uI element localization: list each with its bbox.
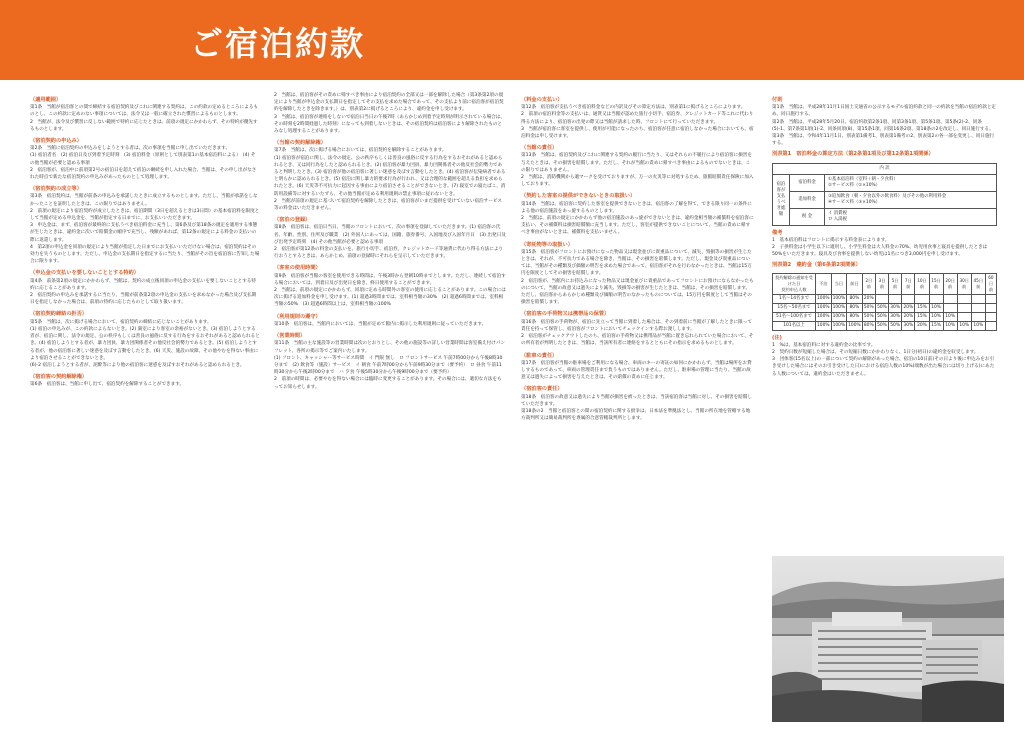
table2-cell (971, 303, 985, 312)
table2-cell: 30% (889, 303, 902, 312)
table2-col-header: 2日前 (862, 273, 875, 294)
article-paragraph: 第11条 当館の主な施設等の営業時間は次のとおりとし、その他の施設等の詳しい営業時間は客室備え付けパンフレット、各所の掲示等でご案内いたします。 (274, 341, 505, 354)
article-paragraph: 第15条 宿泊客がフロントにお預けになった物品又は現金並びに貴重品について、滅失、毀損等の損害が生じたときは、それが、不可抗力である場合を除き、当館は、その損害を賠償します。ただし、現金及び貴重品については、当館がその種類及び価額の明告を求めた場合であって、宿泊客がそれを行わなかったときは、当館は15万円を限度としてその損害を賠償します。 (521, 249, 752, 277)
section-heading: （契約した客室の提供ができないときの取扱い） (521, 193, 636, 200)
article-paragraph: 第5条 当館は、次に掲げる場合において、宿泊契約の締結に応じないことがあります。 (30, 319, 212, 325)
notes2-title: (注) (772, 334, 782, 341)
table2-cell: 80% (847, 312, 863, 321)
table2-cell (902, 294, 915, 303)
article-paragraph: 第10条 宿泊客は、当館内においては、当館が定めて館内に掲示した利用規則に従っていただきます。 (274, 321, 487, 327)
table2-row (773, 294, 997, 303)
section-heading: （宿泊契約の成立等） (30, 186, 82, 193)
notes2-item: 1 %は、基本宿泊料に対する違約金の比率です。 (772, 342, 876, 348)
terms-column-2 (274, 92, 506, 722)
table1-items (825, 208, 997, 225)
section-heading: （寄託物等の取扱い） (521, 241, 573, 248)
terms-column-3 (521, 92, 754, 722)
table2-cell: 30% (889, 312, 902, 321)
article-paragraph: 第3条 当館は、令和4年11月1日、別表第1備考1、別表第1備考の2、別表第2の各一部を変更し、同日施行する。 (772, 134, 995, 147)
table2-cell (971, 294, 985, 303)
section-heading: （営業時間） (274, 333, 306, 340)
table2-cell: 80% (862, 321, 875, 330)
table2-cell: 50% (875, 321, 888, 330)
table2-cell: 10% (971, 321, 985, 330)
table2-cell (915, 294, 929, 303)
article-paragraph: 第4条 前条第2項の規定にかかわらず、当館は、契約の成立後同項の申込金の支払いを要しないこととする特約に応じることがあります。 (30, 278, 256, 291)
table2-row-label: 51名～100名まで (773, 312, 816, 321)
section-heading: （当館の契約解除権） (274, 140, 326, 147)
table2-cell: 50% (862, 303, 875, 312)
article-paragraph: (1) 宿泊の申込みが、この約款によらないとき。(2) 満室により客室の余裕がないとき。(3) 宿泊しようとする者が、宿泊に関し、法令の規定、公の秩序もしくは善良の風俗に反する行為をするおそれがあると認められるとき。(4) 宿泊しようとする者が、暴力団員、暴力団関係者その他反社会的勢力であるとき。(5) 宿泊しようとする者が、他の宿泊客に著しい迷惑を及ぼす言動をしたとき。(6) 天災、施設の故障、その他やむを得ない事由により宿泊させることができないとき。 (30, 326, 260, 361)
fee-calculation-table (772, 163, 997, 226)
article-paragraph: 2 前項の宿泊料金等の支払いは、通貨又は当館が認めた旅行小切手、宿泊券、クレジットカード等これに代わり得る方法により、宿泊客の出発の際又は当館が請求した時、フロントにて行っていただきます。 (521, 112, 754, 125)
table1-items (825, 174, 997, 191)
article-paragraph: (6)-2 宿泊しようとする者が、泥酔等により他の宿泊客に迷惑を及ぼすおそれがあると認められるとき。 (30, 362, 245, 368)
section-heading: 付則 (772, 97, 783, 103)
hotel-photo-image (772, 556, 1004, 722)
table2-cell (943, 294, 957, 303)
table2-cell: 15% (929, 321, 943, 330)
table1-heading: 別表第1 宿泊料金の算定方法（第2条第1項及び第12条第1項関係） (772, 151, 934, 158)
table1-side-label: 宿泊客が支払うべき総額 (773, 174, 790, 225)
table2-unit-label: 契約申込人数 (781, 286, 807, 292)
table2-col-header: 前日 (847, 273, 863, 294)
cancellation-fee-table (772, 273, 997, 331)
article-paragraph: (1) フロント、キャッシャー等サービス時間 イ 門限 無し ロ フロントサービス 午前7時00分から午後8時30分まで (2) 飲食等（施設）サービス イ 朝食 午前7時00分から午前9時30分まで（要予約） ロ 昼食 午前11時30分から午後2時00分まで ハ 夕食 午後5時30分から午後9時00分まで（要予約） (274, 355, 503, 376)
table2-cell (889, 294, 902, 303)
article-paragraph: 2 前項の規定により宿泊契約が成立したときは、宿泊期間（3日を超えるときは3日間）の基本宿泊料を限度として当館が定める申込金を、当館が指定する日までに、お支払いいただきます。 (30, 208, 260, 222)
section-heading: （宿泊契約の申込み） (30, 138, 82, 145)
section-heading: （宿泊客の契約解除権） (30, 374, 88, 381)
table2-cell: 10% (943, 312, 957, 321)
table2-heading: 別表第2 違約金（第6条第2項関係） (772, 262, 861, 269)
table2-cell: 30% (902, 321, 915, 330)
table2-col-header: 5日前 (889, 273, 902, 294)
table2-cell (929, 294, 943, 303)
article-paragraph: 第7条 当館は、次に掲げる場合においては、宿泊契約を解除することがあります。 (274, 148, 447, 154)
table2-col-header: 不泊 (816, 273, 832, 294)
article-paragraph: 2 宿泊客が、宿泊中に前項第2号の宿泊日を超えて宿泊の継続を申し入れた場合、当館は、その申し出がなされた時点で新たな宿泊契約の申込みがあったものとして処理します。 (30, 167, 257, 181)
notes1-item: 2 子供料金は小学生以下に適用し、小学生料金は大人料金の70%、幼児用食事と寝具を提供したときは50%をいただきます。寝具及び食事を提供しない幼児は1名につき3,000円を申し受けます。 (772, 245, 988, 258)
article-paragraph: 第9条 宿泊客が当館の客室を使用できる時間は、午後3時から翌朝10時までとします。ただし、連続して宿泊する場合においては、到着日及び出発日を除き、終日使用することができます。 (274, 273, 506, 286)
table2-cell (957, 294, 971, 303)
table2-row (773, 303, 997, 312)
table2-col-header: 7日前 (902, 273, 915, 294)
section-heading: （申込金の支払いを要しないこととする特約） (30, 270, 139, 277)
article-paragraph: (1) 宿泊者名 (2) 宿泊日及び到着予定時刻 (3) 宿泊料金（原則として別表第1の基本宿泊料による） (4) その他当館が必要と認める事項 (30, 153, 256, 166)
section-heading: （利用規則の遵守） (274, 313, 321, 320)
table2-cell: 50% (875, 303, 888, 312)
table1-group: 追加料金 (790, 191, 825, 208)
article-paragraph: 2 宿泊客がチェックアウトしたのち、宿泊客の手荷物又は携帯品が当館に置き忘れられていた場合において、その所有者が判明したときは、当館は、当該所有者に連絡をするとともにその指示を求めるものとします。 (521, 334, 754, 347)
article-paragraph: 2 当館は、前項の規定にかかわらず、同項に定める時間外の客室の使用に応じることがあります。この場合には次に掲げる追加料金を申し受けます。(1) 超過3時間までは、室料相当額の30% (2) 超過6時間までは、室料相当額の50% (3) 超過6時間以上は、室料相当額の100% (274, 288, 506, 308)
table2-cell: 20% (915, 321, 929, 330)
section-heading: （宿泊の登録） (274, 217, 311, 224)
table2-cell: 50% (889, 321, 902, 330)
table2-cell: 100% (847, 321, 863, 330)
table2-cell (985, 321, 996, 330)
table2-cell: 100% (816, 294, 832, 303)
table2-col-header: 30日前 (957, 273, 971, 294)
table1-item: ロ 入湯税 (828, 216, 847, 222)
article-paragraph: 第6条 宿泊客は、当館に申し出て、宿泊契約を解除することができます。 (30, 382, 185, 388)
table2-row-label: 101名以上 (773, 321, 816, 330)
table2-cell: 20% (902, 303, 915, 312)
section-heading: （適用範囲） (30, 97, 62, 103)
terms-column-1 (30, 92, 260, 722)
article-paragraph: 第1条 当館は、平成28年11月1日国土交通省の公示するモデル宿泊約款と同一の約款を当館の宿泊約款と定め、同日施行する。 (772, 105, 997, 118)
table2-cell (971, 312, 985, 321)
table2-cell: 10% (929, 312, 943, 321)
table2-cell: 100% (816, 321, 832, 330)
table1-item: イ 消費税 (828, 210, 847, 216)
table2-row-label: 15名～50名まで (773, 303, 816, 312)
table2-cell (957, 303, 971, 312)
table1-group: 宿泊料金 (790, 174, 825, 191)
section-heading: （料金の支払い） (521, 97, 563, 103)
table2-col-header: 60日前 (985, 273, 996, 294)
table2-col-header: 20日前 (943, 273, 957, 294)
table2-cell: 100% (816, 303, 832, 312)
article-paragraph: 第2条 当館に宿泊契約の申込みをしようとする者は、次の事項を当館に申し出ていただきます。 (30, 146, 231, 152)
notes2-item: 2 契約日数が短縮した場合は、その短縮日数にかかわりなく、1日分(初日)の違約金を収受します。 (772, 350, 979, 356)
article-paragraph: 第16条 宿泊客の手荷物が、宿泊に先立って当館に到着した場合は、その到着前に当館が了解したときに限って責任を持って保管し、宿泊客がフロントにおいてチェックインする際お渡しします。 (521, 319, 752, 332)
article-paragraph: 第18条 宿泊客の故意又は過失により当館が損害を被ったときは、当該宿泊客は当館に対し、その損害を賠償していただきます。 (521, 394, 752, 407)
article-paragraph: 2 当館が、法令及び慣習に反しない範囲で特約に応じたときは、前項の規定にかかわらず、その特約が優先するものとします。 (30, 119, 258, 132)
table2-cell: 10% (929, 303, 943, 312)
section-heading: （客室の使用時間） (274, 265, 321, 272)
table2-col-header: 15日前 (929, 273, 943, 294)
article-paragraph: 2 当館は、消防機関から適マークを受けておりますが、万一の火災等に対処するため、旅館賠償責任保険に加入しております。 (521, 175, 754, 188)
article-paragraph: 2 宿泊客が、当館内にお持込みになった物品又は現金並びに貴重品であってフロントにお預けにならなかったものについて、当館の故意又は過失により滅失、毀損等の損害が生じたときは、当館は、その損害を賠償します。ただし、宿泊客からあらかじめ種類及び価額の明告のなかったものについては、15万円を限度として当館はその損害を賠償します。 (521, 278, 754, 306)
section-heading: （駐車の責任） (521, 352, 558, 359)
table2-col-header: 3日前 (875, 273, 888, 294)
table2-col-header: 45日前 (971, 273, 985, 294)
article-paragraph: 3 当館は、宿泊客が連絡をしないで宿泊日当日の午後7時（あらかじめ到着予定時刻が明示されている場合は、その時刻を2時間経過した時刻）になっても到着しないときは、その宿泊契約は宿泊客により解除されたものとみなし処理することがあります。 (274, 114, 505, 135)
section-heading: （宿泊契約締結の拒否） (30, 311, 88, 318)
table2-cell (985, 303, 996, 312)
article-paragraph: 第1条 当館が宿泊客との間で締結する宿泊契約及びこれに関連する契約は、この約款の定めるところによるものとし、この約款に定めのない事項については、法令又は一般に確立された慣習によるものとします。 (30, 105, 259, 118)
table2-cell: 50% (875, 312, 888, 321)
table1-col-header: 内 訳 (773, 163, 997, 174)
table2-cell (957, 312, 971, 321)
table2-cell: 80% (847, 294, 863, 303)
table1-items (825, 191, 997, 208)
table2-col-header: 10日前 (915, 273, 929, 294)
table2-header-label-text: 契約解除の通知を受けた日 (775, 274, 813, 286)
section-heading: （宿泊客の手荷物又は携帯品の保管） (521, 311, 610, 318)
article-paragraph: 2 宿泊客が第12条の料金の支払いを、旅行小切手、宿泊券、クレジットカード等通貨に代わり得る方法により行おうとするときは、あらかじめ、前項の登録時にそれらを呈示していただきます。 (274, 247, 504, 260)
article-paragraph: 3 申込金は、まず、宿泊客が最終的に支払うべき宿泊料金に充当し、第6条及び第18条の規定を適用する事態が生じたときは、違約金に次いで賠償金の順序で充当し、残額があれば、第12条の規定による料金の支払いの際に返還します。 (30, 223, 258, 243)
article-paragraph: 第2条 当館は、平成28年5月20日、宿泊約款第2条1項、同第3条1項、第5条1項、第5条(2)-2、同条(5)-1、第7条第1項(1)-2、同条同項(8)、第15条1項、同第16条2項、第18条の2を改定し、同日施行する。 (772, 119, 994, 132)
article-paragraph: 2 当館は、前項の規定にかかわらず他の宿泊施設のあっ旋ができないときは、違約金相当額の補償料を宿泊客に支払い、その補償料は損害賠償額に充当します。ただし、客室が提供できないことについて、当館の責めに帰すべき事由がないときは、補償料を支払いません。 (521, 216, 754, 236)
article-paragraph: 2 当館が前項の規定に基づいて宿泊契約を解除したときは、宿泊客がいまだ提供を受けていない宿泊サービス等の料金はいただきません。 (274, 198, 503, 212)
table1-group: 税 金 (790, 208, 825, 225)
article-paragraph: 第14条 当館は、宿泊客に契約した客室を提供できないときは、宿泊客の了解を得て、できる限り同一の条件による他の宿泊施設をあっ旋するものとします。 (521, 201, 752, 214)
table2-cell (985, 294, 996, 303)
table2-cell: 20% (862, 294, 875, 303)
table2-header-label (773, 273, 816, 294)
article-paragraph: 第8条 宿泊客は、宿泊日当日、当館のフロントにおいて、次の事項を登録していただきます。(1) 宿泊客の氏名、年齢、性別、住所及び職業 (2) 外国人にあっては、国籍、旅券番号、入国地及び入国年月日 (3) 出発日及び出発予定時刻 (4) その他当館が必要と認める事項 (274, 225, 506, 245)
header-banner (0, 0, 1024, 80)
article-paragraph: 2 前項の時間は、必要やむを得ない場合には臨時に変更することがあります。その場合には、適切な方法をもってお知らせします。 (274, 377, 502, 390)
table1-item: ③追加飲食（朝・夕食以外の飲食料）及びその他の利用料金 (828, 193, 947, 199)
section-heading: （当館の責任） (521, 145, 558, 152)
article-paragraph: 第12条 宿泊客が支払うべき宿泊料金などの内訳及びその算定方法は、別表第1に掲げるところによります。 (521, 105, 746, 111)
table2-cell: 15% (915, 312, 929, 321)
article-paragraph: (1) 宿泊客が宿泊に関し、法令の規定、公の秩序もしくは善良の風俗に反する行為をするおそれがあると認められるとき、又は同行為をしたと認められるとき。(2) 宿泊客が暴力団員、暴力団関係者その他反社会的勢力であると判明したとき。(3) 宿泊客が他の宿泊客に著しい迷惑を及ぼす言動をしたとき。(4) 宿泊客が伝染病者であると明らかに認められるとき。(5) 宿泊に関し暴力的要求行為が行われ、又は合理的な範囲を超える負担を求められたとき。(6) 天災等不可抗力に起因する事由により宿泊させることができないとき。(7) 寝室での寝たばこ、消防用設備等に対するいたずら、その他当館が定める利用規則の禁止事項に従わないとき。 (274, 155, 506, 197)
table2-cell (943, 303, 957, 312)
table2-row (773, 321, 997, 330)
table2-cell: 100% (816, 312, 832, 321)
article-paragraph: 2 当館は、宿泊客がその責めに帰すべき事由により宿泊契約の全部又は一部を解除した場合（第3条第2項の規定により当館が申込金の支払期日を指定してその支払を求めた場合であって、その支払より前に宿泊客が宿泊契約を解除したときを除きます。）は、別表第2に掲げるところにより、違約金を申し受けます。 (274, 93, 504, 113)
notes1-title: 備考 (772, 229, 783, 236)
table2-cell: 100% (831, 321, 847, 330)
article-paragraph: 第17条 宿泊客が当館の駐車場をご利用になる場合、車両のキーの寄託の如何にかかわらず、当館は場所をお貸しするものであって、車両の管理責任まで負うものではありません。ただし、駐車場の管理に当たり、当館の故意又は過失によって損害を与えたときは、その賠償の責めに任じます。 (521, 360, 752, 381)
table1-item: ①基本宿泊料（室料＋朝・夕食料） (828, 176, 898, 182)
article-paragraph: 第13条 当館は、宿泊契約及びこれに関連する契約の履行に当たり、又はそれらの不履行により宿泊客に損害を与えたときは、その損害を賠償します。ただし、それが当館の責めに帰すべき事由によるものでないときは、この限りではありません。 (521, 153, 752, 173)
page-title: ご宿泊約款 (190, 24, 365, 63)
table2-row-label: 1名～14名まで (773, 294, 816, 303)
table2-cell (985, 312, 996, 321)
article-paragraph: 2 宿泊契約の申込みを承諾するに当たり、当館が前条第2項の申込金の支払いを求めなかった場合及び支払期日を指定しなかった場合は、前項の特約に応じたものとして取り扱います。 (30, 293, 257, 306)
article-paragraph: 第3条 宿泊契約は、当館が前条の申込みを承諾したときに成立するものとします。ただし、当館が承諾をしなかったことを証明したときは、この限りではありません。 (30, 194, 258, 207)
table2-cell: 100% (831, 294, 847, 303)
article-paragraph: 3 当館が宿泊客に客室を提供し、使用が可能になったのち、宿泊客が任意に宿泊しなかった場合においても、宿泊料金は申し受けます。 (521, 126, 754, 140)
table2-row (773, 312, 997, 321)
hotel-photo (772, 556, 1004, 722)
article-paragraph: 第18条の2 当館と宿泊客との間の宿泊契約に関する紛争は、日本法を準拠法とし、当館の所在地を管轄する地方裁判所又は簡易裁判所を専属的合意管轄裁判所とします。 (521, 408, 751, 422)
section-heading: （宿泊客の責任） (521, 386, 563, 393)
table2-cell (875, 294, 888, 303)
table2-cell: 10% (957, 321, 971, 330)
table2-cell: 80% (847, 303, 863, 312)
table2-cell: 100% (831, 312, 847, 321)
table2-cell: 50% (862, 312, 875, 321)
article-paragraph: 4 第2項の申込金を同項の規定により当館が指定した日までにお支払いいただけない場合は、宿泊契約はその効力を失うものとします。ただし、申込金の支払期日を指定するに当たり、当館がその旨を宿泊客に告知した場合に限ります。 (30, 244, 260, 265)
table2-cell: 20% (902, 312, 915, 321)
table1-item: ②サービス料（①×10%） (828, 182, 881, 188)
table2-cell: 100% (831, 303, 847, 312)
table2-cell: 15% (915, 303, 929, 312)
notes2-item: 3 団体客(15名以上)の一部について契約の解除があった場合、宿泊の10日前(その日より後に申込みをお引き受けした場合にはそのお引き受けした日)における宿泊人数の10%(端数が出た場合には切り上げる)にあたる人数については、違約金はいただきません。 (772, 357, 995, 377)
table2-col-header: 当日 (831, 273, 847, 294)
notes1-item: 1 基本宿泊料はフロントに掲示する料金表によります。 (772, 237, 890, 243)
table1-item: ④サービス料（③×10%） (828, 199, 881, 205)
table2-cell: 10% (943, 321, 957, 330)
